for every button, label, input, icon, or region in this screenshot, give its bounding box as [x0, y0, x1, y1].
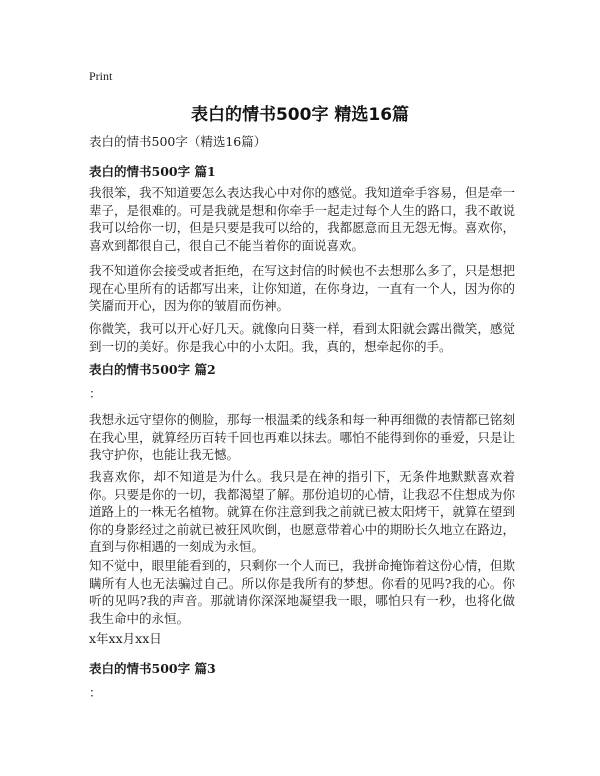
paragraph: 我很笨，我不知道要怎么表达我心中对你的感觉。我知道牵手容易，但是牵一辈子，是很难的。可是我就是想和你牵手一起走过每个人生的路口，我不敢说我可以给你一切，但是只要是我可以给的，我都愿意而且无怨无悔。喜欢你，喜欢到都很自己，很自己不能当着你的面说喜欢。 — [89, 185, 515, 253]
section-heading-3: 表白的情书500字 篇3 — [89, 661, 216, 676]
paragraph: 我想永远守望你的侧脸，那每一根温柔的线条和每一种再细微的表情都已铭刻在我心里，就算经历百转千回也再难以抹去。哪怕不能得到你的垂爱，只是让我守护你，也能让我无憾。 — [89, 412, 515, 462]
paragraph: 你微笑，我可以开心好几天。就像向日葵一样，看到太阳就会露出微笑，感觉到一切的美好。你是我心中的小太阳。我，真的，想牵起你的手。 — [89, 321, 515, 354]
paragraph: 我不知道你会接受或者拒绝，在写这封信的时候也不去想那么多了，只是想把现在心里所有的话都写出来，让你知道，在你身边，一直有一个人，因为你的笑靥而开心，因为你的皱眉而伤神。 — [89, 263, 515, 313]
section-heading-1: 表白的情书500字 篇1 — [89, 164, 216, 179]
section-colon-mark: ： — [89, 386, 102, 401]
paragraph: 我喜欢你，却不知道是为什么。我只是在神的指引下，无条件地默默喜欢着你。只要是你的一切，我都渴望了解。那份追切的心情，让我忍不住想成为你道路上的一株无名植物。就算在你注意到我之前就已被太阳烤干，就算在望到你的身影经过之前就已被狂风吹倒，也愿意带着心中的期盼长久地立在路边，直到与你相遇的一刻成为永恒。 — [89, 469, 515, 554]
document-title: 表白的情书500字 精选16篇 — [190, 105, 410, 125]
print-label: Print — [89, 69, 113, 83]
document-subtitle: 表白的情书500字（精选16篇） — [89, 134, 267, 149]
paragraph: 知不觉中，眼里能看到的，只剩你一个人而已，我拼命掩饰着这份心情，但欺瞒所有人也无法骗过自己。所以你是我所有的梦想。你看的见吗?我的心。你听的见吗?我的声音。那就请你深深地凝望我一眼，哪怕只有一秒，也将化做我生命中的永恒。 — [89, 558, 515, 626]
section-colon-mark: ： — [89, 685, 102, 700]
section-heading-2: 表白的情书500字 篇2 — [89, 362, 216, 377]
letter-date: x年xx月xx日 — [89, 631, 162, 646]
